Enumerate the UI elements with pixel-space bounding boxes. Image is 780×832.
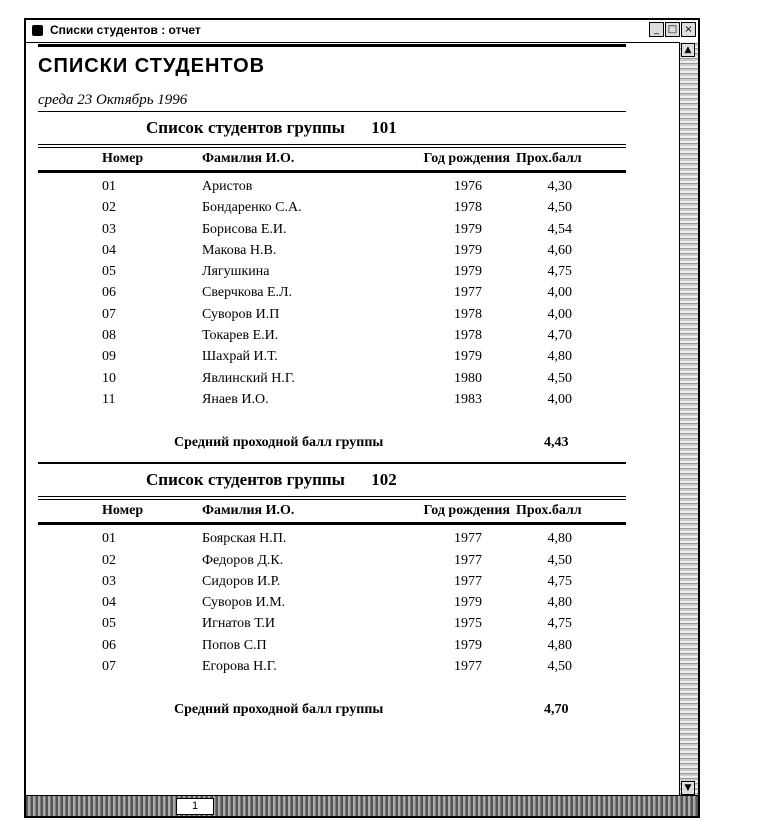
cell-name: Суворов И.М. [202,595,286,611]
table-row [38,550,626,571]
cell-score: 4,75 [547,616,572,632]
cell-number: 06 [102,637,116,653]
cell-score: 4,80 [547,637,572,653]
cell-score: 4,00 [547,306,572,322]
divider [38,111,626,112]
table-row [38,592,626,613]
table-row [38,635,626,656]
col-name-header: Фамилия И.О. [202,151,295,166]
report-page [38,44,626,721]
cell-number: 07 [102,659,116,675]
divider [38,496,626,497]
cell-name: Шахрай И.Т. [202,349,278,365]
table-row [38,368,626,389]
group-heading [146,118,626,138]
table-row [38,261,626,282]
cell-birth-year: 1978 [454,306,482,322]
cell-number: 07 [102,306,116,322]
table-row [38,325,626,346]
cell-name: Токарев Е.И. [202,328,279,344]
horizontal-scrollbar[interactable] [26,795,698,816]
cell-number: 01 [102,179,116,194]
cell-score: 4,50 [547,552,572,568]
cell-score: 4,00 [547,285,572,301]
table-row [38,528,626,549]
cell-score: 4,50 [547,659,572,675]
cell-birth-year: 1979 [454,349,482,365]
cell-score: 4,54 [547,221,572,237]
cell-birth-year: 1979 [454,595,482,611]
cell-birth-year: 1977 [454,659,482,675]
cell-number: 03 [102,573,116,589]
cell-number: 02 [102,552,116,568]
cell-birth-year: 1979 [454,264,482,280]
cell-number: 04 [102,595,116,611]
cell-name: Аристов [202,179,253,194]
cell-name: Сидоров И.Р. [202,573,281,589]
cell-name: Явлинский Н.Г. [202,370,295,386]
cell-score: 4,50 [547,370,572,386]
divider [38,170,626,173]
cell-number: 03 [102,221,116,237]
cell-number: 08 [102,328,116,344]
cell-birth-year: 1977 [454,285,482,301]
table-row [38,613,626,634]
average-value: 4,43 [544,435,569,451]
window-title: Списки студентов : отчет [50,23,201,37]
cell-name: Бондаренко С.А. [202,200,302,216]
scroll-down-icon[interactable]: ▼ [681,781,695,795]
cell-name: Сверчкова Е.Л. [202,285,293,301]
average-label: Средний проходной балл группы [174,702,384,718]
cell-number: 02 [102,200,116,216]
cell-name: Макова Н.В. [202,242,277,258]
table-row [38,571,626,592]
report-window [24,18,700,818]
table-row [38,240,626,261]
maximize-button[interactable]: □ [665,22,680,37]
table-header [38,148,626,170]
group-number: 101 [371,118,397,137]
group-heading-label: Список студентов группы [146,470,345,490]
cell-birth-year: 1976 [454,179,482,194]
cell-score: 4,50 [547,200,572,216]
group-average [38,432,626,454]
cell-number: 06 [102,285,116,301]
cell-score: 4,80 [547,349,572,365]
cell-name: Янаев И.О. [202,391,269,407]
group-section [38,118,626,464]
groups-container [38,118,626,721]
table-row [38,176,626,197]
vertical-scrollbar[interactable] [679,42,698,796]
table-row [38,219,626,240]
cell-birth-year: 1977 [454,573,482,589]
cell-birth-year: 1978 [454,328,482,344]
divider [38,462,626,464]
col-score-header: Прох.балл [516,503,582,519]
report-date: среда 23 Октябрь 1996 [38,92,188,108]
cell-name: Попов С.П [202,637,267,653]
cell-number: 04 [102,242,116,258]
group-average [38,699,626,721]
scroll-up-icon[interactable]: ▲ [681,43,695,57]
cell-score: 4,75 [547,573,572,589]
divider [38,522,626,525]
average-value: 4,70 [544,702,569,718]
title-bar[interactable] [26,20,698,43]
col-number-header: Номер [102,151,144,166]
cell-score: 4,80 [547,531,572,547]
divider [38,144,626,145]
cell-name: Боярская Н.П. [202,531,287,547]
report-title: СПИСКИ СТУДЕНТОВ [38,55,266,77]
col-birth-header: Год рождения [423,151,510,166]
col-number-header: Номер [102,503,144,519]
group-number: 102 [371,470,397,490]
table-row [38,197,626,218]
average-label: Средний проходной балл группы [174,435,384,451]
divider [38,44,626,47]
cell-score: 4,70 [547,328,572,344]
cell-number: 01 [102,531,116,547]
cell-score: 4,30 [547,179,572,194]
cell-name: Федоров Д.К. [202,552,284,568]
cell-number: 11 [102,391,116,407]
table-row [38,346,626,367]
cell-score: 4,60 [547,242,572,258]
col-score-header: Прох.балл [516,151,582,166]
cell-birth-year: 1979 [454,637,482,653]
table-row [38,282,626,303]
group-heading [146,470,626,490]
app-icon [32,25,43,36]
cell-birth-year: 1975 [454,616,482,632]
cell-number: 09 [102,349,116,365]
table-header [38,500,626,522]
minimize-button[interactable]: _ [649,22,664,37]
cell-name: Борисова Е.И. [202,221,287,237]
cell-name: Егорова Н.Г. [202,659,277,675]
cell-birth-year: 1977 [454,531,482,547]
table-row [38,389,626,410]
page-number-field[interactable]: 1 [176,798,214,815]
cell-birth-year: 1980 [454,370,482,386]
cell-birth-year: 1979 [454,242,482,258]
cell-score: 4,75 [547,264,572,280]
cell-number: 05 [102,616,116,632]
col-name-header: Фамилия И.О. [202,503,295,519]
cell-score: 4,00 [547,391,572,407]
cell-birth-year: 1979 [454,221,482,237]
cell-number: 05 [102,264,116,280]
group-section [38,470,626,721]
close-button[interactable]: × [681,22,696,37]
cell-birth-year: 1983 [454,391,482,407]
cell-name: Лягушкина [202,264,270,280]
cell-name: Суворов И.П [202,306,280,322]
col-birth-header: Год рождения [423,503,510,519]
cell-number: 10 [102,370,116,386]
table-row [38,304,626,325]
cell-birth-year: 1977 [454,552,482,568]
group-heading-label: Список студентов группы [146,118,345,137]
cell-name: Игнатов Т.И [202,616,276,632]
cell-birth-year: 1978 [454,200,482,216]
table-row [38,656,626,677]
cell-score: 4,80 [547,595,572,611]
